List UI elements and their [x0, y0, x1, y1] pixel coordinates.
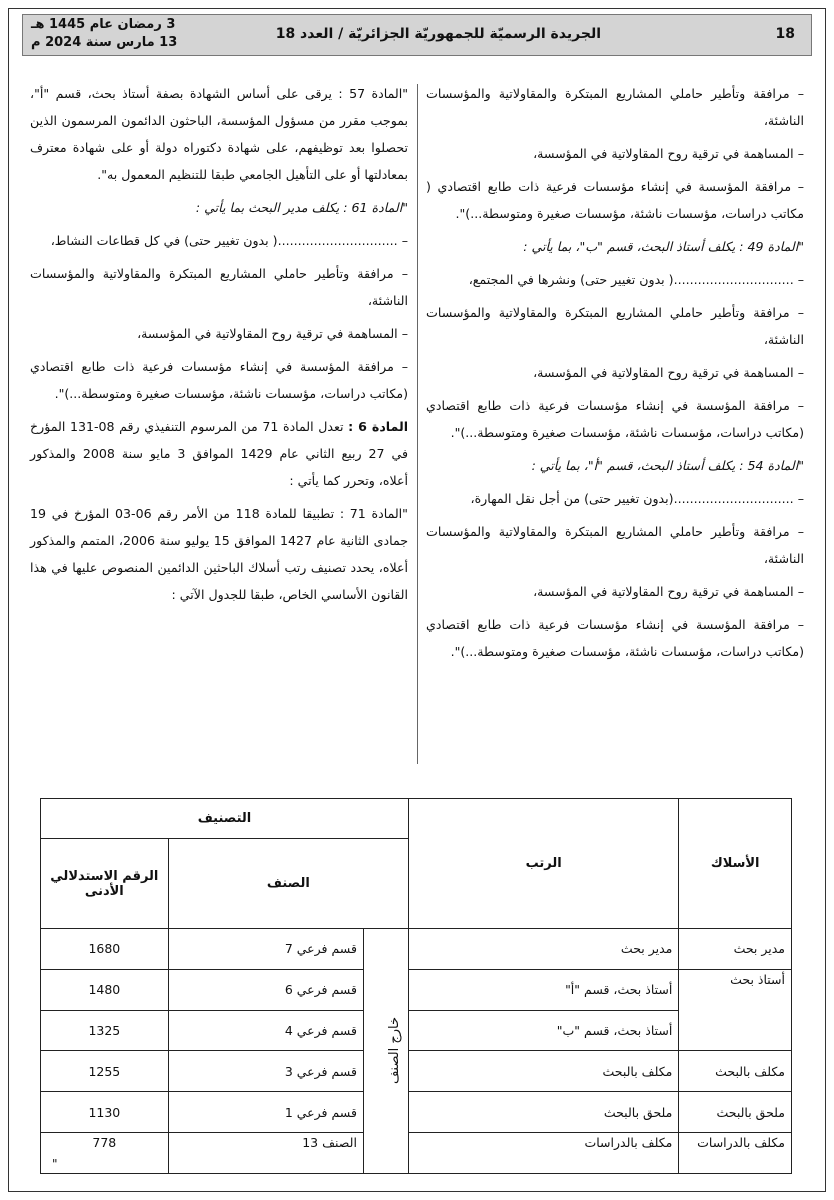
cell-category: قسم فرعي 4	[168, 1010, 363, 1051]
paragraph: "المادة 57 : يرقى على أساس الشهادة بصفة أستاذ بحث، قسم "أ"، بموجب مقرر من مسؤول المؤسسة، الباحثون الدائمون المرسمون الذين تحصلوا بعد توظيفهم، على شهادة دكتوراه دولة أو على شهادة معترف بمعادلتها أو على التأهيل الجامعي طبقا للتنظيم المعمول به".	[30, 86, 408, 182]
hors-categorie-label: خارج الصنف	[386, 1017, 402, 1085]
article-heading: "المادة 54 : يكلف أستاذ البحث، قسم "أ"، بما يأتي :	[531, 458, 804, 473]
article-6-text: تعدل المادة 71 من المرسوم التنفيذي رقم 08-131 المؤرخ في 27 ربيع الثاني عام 1429 الموافق 3 مايو سنة 2008 والمذكور أعلاه، وتحرر كما يأتي :	[30, 419, 408, 488]
cell-grade: أستاذ بحث، قسم "ب"	[408, 1010, 678, 1051]
paragraph: "المادة 71 : تطبيقا للمادة 118 من الأمر رقم 06-03 المؤرخ في 19 جمادى الثانية عام 1427 الموافق 15 يوليو سنة 2006، المتمم والمذكور أعلاه، يحدد تصنيف رتب أسلاك الباحثين الدائمين المنصوص عليها في هذا القانون الأساسي الخاص، طبقا للجدول الآتي :	[30, 506, 409, 602]
paragraph: – المساهمة في ترقية روح المقاولاتية في المؤسسة،	[533, 365, 804, 380]
cell-corps: ملحق بالبحث	[679, 1092, 792, 1133]
paragraph: – ..............................( بدون تغيير حتى) ونشرها في المجتمع،	[468, 272, 804, 287]
cell-index: 1480	[41, 969, 169, 1010]
journal-title: الجريدة الرسميّة للجمهوريّة الجزائريّة / العدد 18	[275, 26, 601, 42]
cell-category: الصنف 13	[168, 1133, 363, 1174]
paragraph: – مرافقة وتأطير حاملي المشاريع المبتكرة والمقاولاتية والمؤسسات الناشئة،	[426, 524, 804, 566]
header-corps: الأسلاك	[679, 799, 792, 929]
table-row	[41, 1051, 792, 1092]
paragraph: – مرافقة المؤسسة في إنشاء مؤسسات فرعية ذات طابع اقتصادي ( مكاتب دراسات، مؤسسات ناشئة، مؤسسات صغيرة ومتوسطة...)".	[426, 179, 804, 221]
header-classification: التصنيف	[41, 799, 409, 839]
cell-index: 778	[41, 1133, 169, 1174]
paragraph: – المساهمة في ترقية روح المقاولاتية في المؤسسة،	[533, 584, 804, 599]
header-min-index: الرقم الاستدلالي الأدنى	[41, 839, 169, 929]
cell-index: 1255	[41, 1051, 169, 1092]
paragraph: – مرافقة المؤسسة في إنشاء مؤسسات فرعية ذات طابع اقتصادي (مكاتب دراسات، مؤسسات ناشئة، مؤسسات صغيرة ومتوسطة...)".	[426, 398, 804, 440]
cell-grade: أستاذ بحث، قسم "أ"	[408, 969, 678, 1010]
header-grades: الرتب	[408, 799, 678, 929]
column-divider	[417, 84, 418, 764]
paragraph: – مرافقة وتأطير حاملي المشاريع المبتكرة والمقاولاتية والمؤسسات الناشئة،	[30, 266, 408, 308]
cell-index: 1325	[41, 1010, 169, 1051]
closing-quote: "	[52, 1157, 58, 1171]
date-gregorian: 13 مارس سنة 2024 م	[31, 35, 178, 50]
cell-index: 1680	[41, 929, 169, 970]
right-column	[426, 80, 804, 671]
table-row	[41, 1010, 792, 1051]
cell-category: قسم فرعي 1	[168, 1092, 363, 1133]
left-column	[30, 80, 408, 614]
cell-grade: مدير بحث	[408, 929, 678, 970]
cell-index: 1130	[41, 1092, 169, 1133]
cell-grade: ملحق بالبحث	[408, 1092, 678, 1133]
cell-corps: مدير بحث	[679, 929, 792, 970]
table-row	[41, 969, 792, 1010]
table-row	[41, 1092, 792, 1133]
paragraph: – ..............................(بدون تغيير حتى) من أجل نقل المهارة،	[470, 491, 804, 506]
paragraph: – مرافقة المؤسسة في إنشاء مؤسسات فرعية ذات طابع اقتصادي (مكاتب دراسات، مؤسسات ناشئة، مؤسسات صغيرة ومتوسطة...)".	[426, 617, 804, 659]
cell-category: قسم فرعي 3	[168, 1051, 363, 1092]
cell-grade: مكلف بالدراسات	[408, 1133, 678, 1174]
table-row	[41, 929, 792, 970]
paragraph: – ..............................( بدون تغيير حتى) في كل قطاعات النشاط،	[50, 233, 408, 248]
paragraph: – المساهمة في ترقية روح المقاولاتية في المؤسسة،	[533, 146, 804, 161]
page-number: 18	[775, 26, 795, 42]
article-6	[30, 413, 408, 494]
classification-table	[40, 798, 792, 1174]
paragraph: – المساهمة في ترقية روح المقاولاتية في المؤسسة،	[137, 326, 408, 341]
cell-corps: أستاذ بحث	[679, 969, 792, 1051]
cell-corps: مكلف بالبحث	[679, 1051, 792, 1092]
article-heading: "المادة 49 : يكلف أستاذ البحث، قسم "ب"، بما يأتي :	[523, 239, 804, 254]
article-6-label: المادة 6 :	[348, 419, 409, 434]
cell-hors-categorie	[363, 929, 408, 1174]
page-header	[22, 14, 812, 56]
cell-category: قسم فرعي 7	[168, 929, 363, 970]
cell-grade: مكلف بالبحث	[408, 1051, 678, 1092]
header-category: الصنف	[168, 839, 408, 929]
date-hijri: 3 رمضان عام 1445 هـ	[31, 17, 176, 32]
paragraph: – مرافقة المؤسسة في إنشاء مؤسسات فرعية ذات طابع اقتصادي (مكاتب دراسات، مؤسسات ناشئة، مؤسسات صغيرة ومتوسطة...)".	[30, 359, 408, 401]
cell-corps: مكلف بالدراسات	[679, 1133, 792, 1174]
paragraph: – مرافقة وتأطير حاملي المشاريع المبتكرة والمقاولاتية والمؤسسات الناشئة،	[426, 305, 804, 347]
article-heading: "المادة 61 : يكلف مدير البحث بما يأتي :	[195, 200, 408, 215]
cell-category: قسم فرعي 6	[168, 969, 363, 1010]
paragraph: – مرافقة وتأطير حاملي المشاريع المبتكرة والمقاولاتية والمؤسسات الناشئة،	[426, 86, 804, 128]
table-row	[41, 1133, 792, 1174]
